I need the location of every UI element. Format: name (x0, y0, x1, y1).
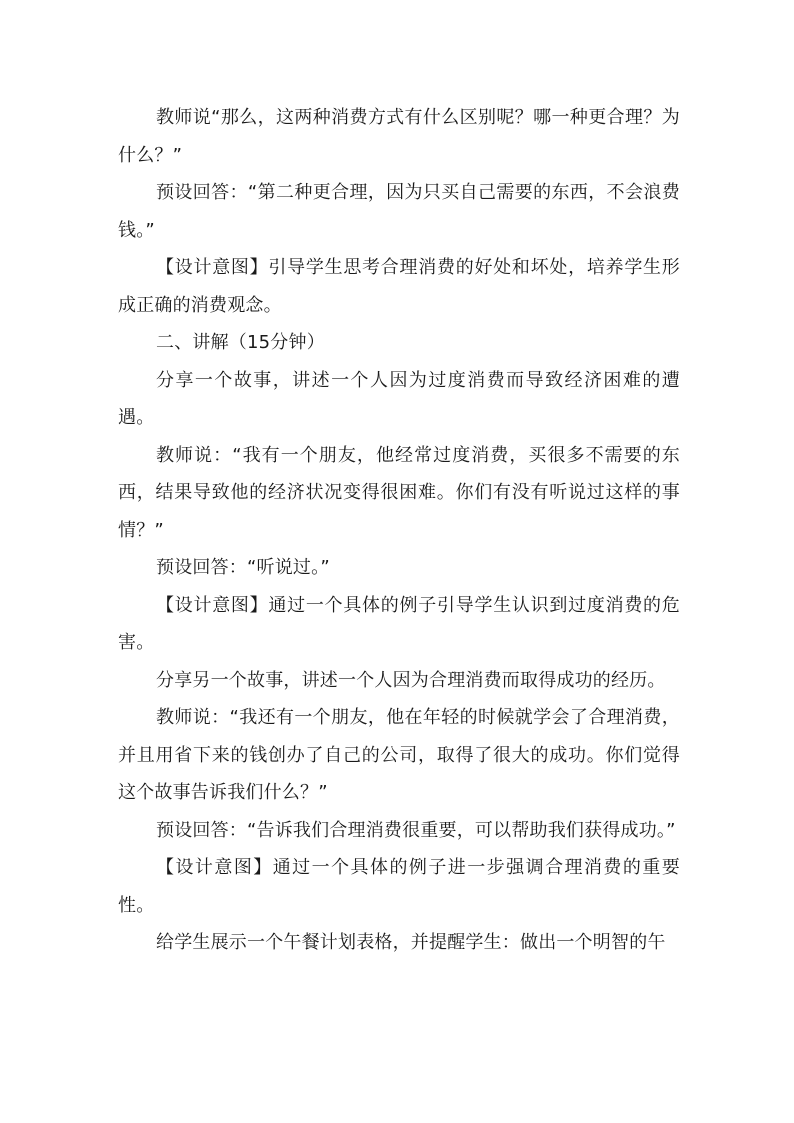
paragraph-story-one: 分享一个故事，讲述一个人因为过度消费而导致经济困难的遭遇。 (118, 369, 680, 428)
paragraph-expected-answer: 预设回答：“听说过。” (156, 557, 330, 578)
section-heading: 二、讲解（15分钟） (156, 332, 325, 353)
paragraph-teacher-story-one: 教师说：“我有一个朋友，他经常过度消费，买很多不需要的东西，结果导致他的经济状况变得很困难。你们有没有听说过这样的事情？” (118, 444, 680, 541)
paragraph-expected-answer: 预设回答：“第二种更合理，因为只买自己需要的东西，不会浪费钱。” (118, 182, 680, 241)
paragraph-teacher-question: 教师说“那么，这两种消费方式有什么区别呢？哪一种更合理？为什么？” (118, 107, 680, 166)
paragraph-teacher-story-two: 教师说：“我还有一个朋友，他在年轻的时候就学会了合理消费，并且用省下来的钱创办了自己的公司，取得了很大的成功。你们觉得这个故事告诉我们什么？” (118, 707, 680, 803)
paragraph-design-intent: 【设计意图】通过一个具体的例子进一步强调合理消费的重要性。 (118, 857, 680, 916)
paragraph-lunch-plan: 给学生展示一个午餐计划表格，并提醒学生：做出一个明智的午 (156, 932, 666, 953)
paragraph-design-intent: 【设计意图】引导学生思考合理消费的好处和坏处，培养学生形成正确的消费观念。 (118, 257, 680, 316)
document-body (118, 99, 680, 962)
paragraph-expected-answer: 预设回答：“告诉我们合理消费很重要，可以帮助我们获得成功。” (156, 819, 676, 841)
paragraph-design-intent: 【设计意图】通过一个具体的例子引导学生认识到过度消费的危害。 (118, 594, 680, 653)
paragraph-story-two: 分享另一个故事，讲述一个人因为合理消费而取得成功的经历。 (156, 669, 666, 691)
